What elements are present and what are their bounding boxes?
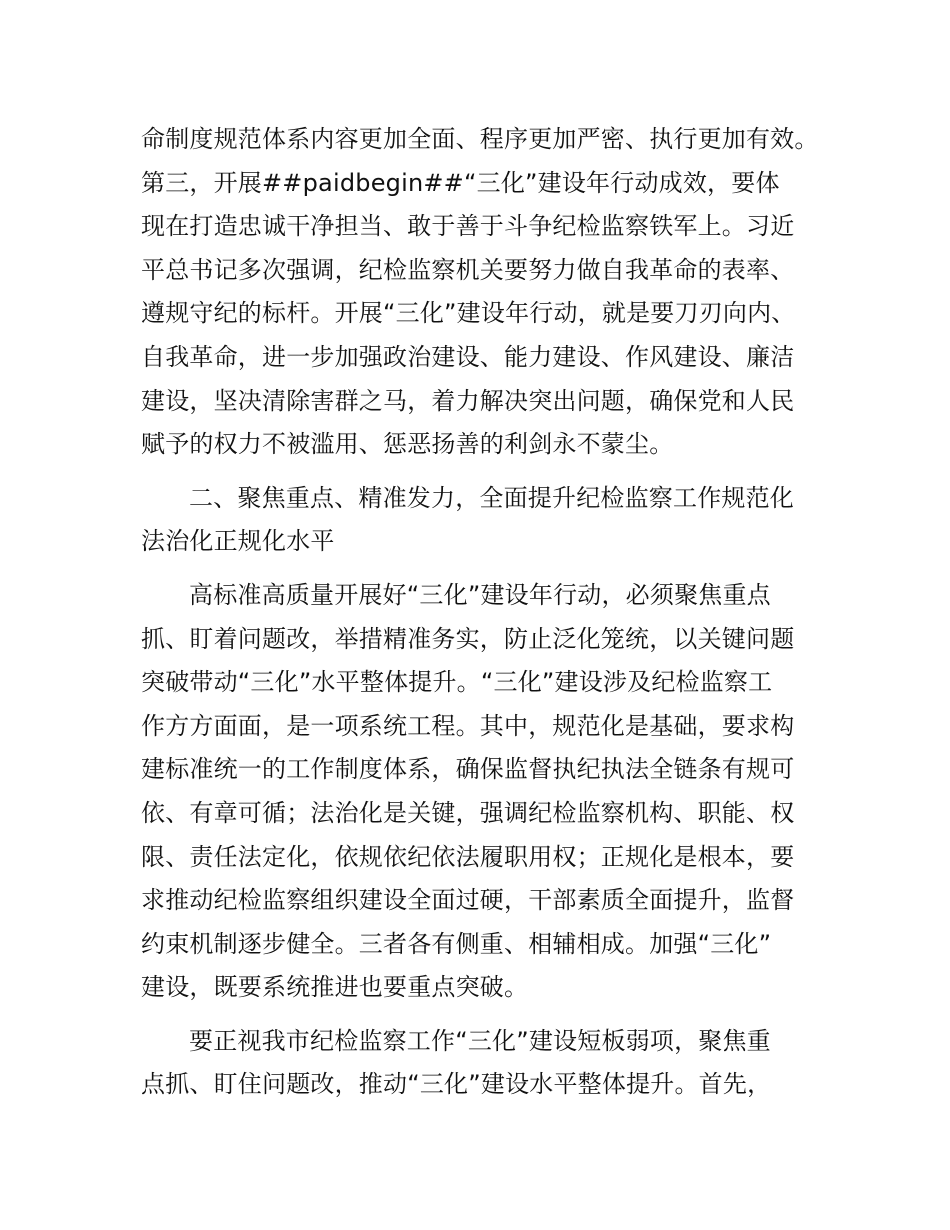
text-line: 抓、盯着问题改，举措精准务实，防止泛化笼统，以关键问题: [141, 624, 795, 653]
text-line: 第三，开展##paidbegin##“三化”建设年行动成效，要体: [141, 168, 780, 197]
text-line: 遵规守纪的标杆。开展“三化”建设年行动，就是要刀刃向内、: [141, 299, 796, 328]
text-line: 作方方面面，是一项系统工程。其中，规范化是基础，要求构: [141, 711, 795, 740]
text-line: 限、责任法定化，依规依纪依法履职用权；正规化是根本，要: [141, 842, 795, 871]
text-line: 现在打造忠诚干净担当、敢于善于斗争纪检监察铁军上。习近: [141, 212, 795, 241]
text-line: 建设，既要系统推进也要重点突破。: [141, 973, 529, 1002]
heading-line: 法治化正规化水平: [141, 527, 335, 556]
text-line: 赋予的权力不被滥用、惩恶扬善的利剑永不蒙尘。: [141, 430, 674, 459]
text-line: 高标准高质量开展好“三化”建设年行动，必须聚焦重点: [189, 580, 771, 609]
text-line: 命制度规范体系内容更加全面、程序更加严密、执行更加有效。: [141, 125, 819, 153]
text-line: 点抓、盯住问题改，推动“三化”建设水平整体提升。首先，: [141, 1070, 772, 1099]
text-line: 突破带动“三化”水平整体提升。“三化”建设涉及纪检监察工: [141, 668, 773, 697]
text-line: 约束机制逐步健全。三者各有侧重、相辅相成。加强“三化”: [141, 929, 772, 958]
paragraph-shortcomings: [141, 1020, 831, 1107]
section-heading: [141, 477, 831, 564]
text-line: 建设，坚决清除害群之马，着力解决突出问题，确保党和人民: [141, 386, 795, 415]
text-line: 平总书记多次强调，纪检监察机关要努力做自我革命的表率、: [141, 255, 795, 284]
heading-line: 二、聚焦重点、精准发力，全面提升纪检监察工作规范化: [189, 483, 794, 512]
text-line: 建标准统一的工作制度体系，确保监督执纪执法全链条有规可: [141, 755, 795, 784]
document-body: [141, 118, 831, 1107]
text-line: 依、有章可循；法治化是关键，强调纪检监察机构、职能、权: [141, 798, 795, 827]
paragraph-continuation: [141, 118, 831, 467]
text-line: 求推动纪检监察组织建设全面过硬，干部素质全面提升，监督: [141, 886, 795, 915]
text-line: 要正视我市纪检监察工作“三化”建设短板弱项，聚焦重: [189, 1026, 771, 1055]
text-line: 自我革命，进一步加强政治建设、能力建设、作风建设、廉洁: [141, 342, 795, 371]
paragraph-overview: [141, 574, 831, 1010]
